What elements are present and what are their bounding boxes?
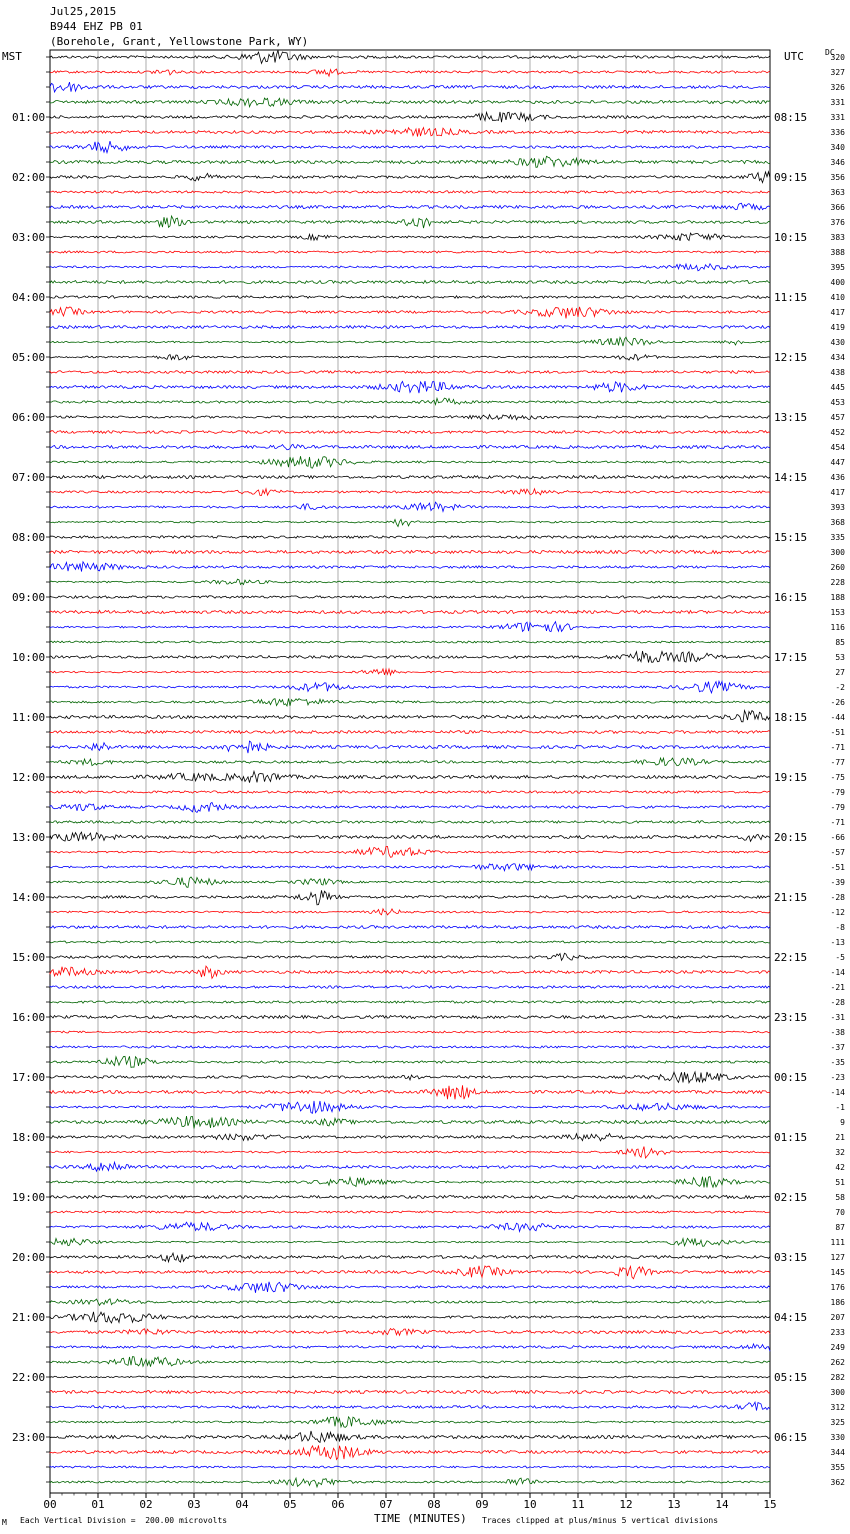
dc-value: 335 bbox=[830, 533, 845, 542]
trace-57 bbox=[50, 890, 770, 905]
dc-value: 331 bbox=[830, 98, 845, 107]
dc-value: 127 bbox=[830, 1253, 845, 1262]
trace-48 bbox=[50, 758, 770, 766]
trace-74 bbox=[50, 1147, 770, 1159]
trace-39 bbox=[50, 622, 770, 632]
left-hour-label: 11:00 bbox=[12, 711, 46, 724]
dc-value: 393 bbox=[830, 503, 845, 512]
dc-value: 87 bbox=[835, 1223, 845, 1232]
trace-49 bbox=[50, 771, 770, 782]
right-hour-label: 18:15 bbox=[774, 711, 808, 724]
right-hour-label: 00:15 bbox=[774, 1071, 808, 1084]
dc-value: 186 bbox=[830, 1298, 845, 1307]
trace-34 bbox=[50, 550, 770, 553]
dc-value: 312 bbox=[830, 1403, 845, 1412]
plot-frame bbox=[50, 50, 770, 1493]
dc-value: 395 bbox=[830, 263, 845, 272]
trace-91 bbox=[50, 1402, 770, 1410]
trace-43 bbox=[50, 681, 770, 693]
left-hour-label: 10:00 bbox=[12, 651, 46, 664]
dc-value: -37 bbox=[830, 1043, 845, 1052]
dc-value: 447 bbox=[830, 458, 845, 467]
trace-51 bbox=[50, 803, 770, 813]
dc-value: 346 bbox=[830, 158, 845, 167]
dc-value: 388 bbox=[830, 248, 845, 257]
trace-45 bbox=[50, 711, 770, 722]
scale-note: Each Vertical Division = 200.00 microvolts bbox=[20, 1516, 228, 1525]
trace-27 bbox=[50, 444, 770, 449]
dc-value: 9 bbox=[840, 1118, 845, 1127]
left-axis-title: MST bbox=[2, 50, 22, 63]
dc-value: 336 bbox=[830, 128, 845, 137]
dc-value: 70 bbox=[835, 1208, 845, 1217]
trace-16 bbox=[50, 281, 770, 284]
trace-3 bbox=[50, 82, 770, 92]
dc-value: 362 bbox=[830, 1478, 845, 1487]
dc-value: 356 bbox=[830, 173, 845, 182]
trace-37 bbox=[50, 596, 770, 598]
dc-value: 331 bbox=[830, 113, 845, 122]
trace-11 bbox=[50, 203, 770, 210]
trace-63 bbox=[50, 986, 770, 989]
trace-85 bbox=[50, 1312, 770, 1323]
trace-76 bbox=[50, 1177, 770, 1188]
dc-value: 188 bbox=[830, 593, 845, 602]
trace-1 bbox=[50, 50, 770, 63]
left-hour-label: 07:00 bbox=[12, 471, 46, 484]
dc-value: 330 bbox=[830, 1433, 845, 1442]
right-hour-label: 15:15 bbox=[774, 531, 808, 544]
dc-value: 233 bbox=[830, 1328, 845, 1337]
right-hour-label: 04:15 bbox=[774, 1311, 808, 1324]
trace-42 bbox=[50, 669, 770, 675]
trace-68 bbox=[50, 1056, 770, 1067]
trace-25 bbox=[50, 415, 770, 420]
dc-value: -13 bbox=[830, 938, 845, 947]
dc-value: 176 bbox=[830, 1283, 845, 1292]
left-hour-label: 23:00 bbox=[12, 1431, 46, 1444]
dc-value: 417 bbox=[830, 488, 845, 497]
trace-64 bbox=[50, 1001, 770, 1003]
dc-value: 51 bbox=[835, 1178, 845, 1187]
trace-26 bbox=[50, 431, 770, 434]
left-hour-label: 18:00 bbox=[12, 1131, 46, 1144]
dc-value: -35 bbox=[830, 1058, 845, 1067]
dc-value: 53 bbox=[835, 653, 845, 662]
trace-15 bbox=[50, 264, 770, 271]
header-location: (Borehole, Grant, Yellowstone Park, WY) bbox=[50, 35, 309, 48]
dc-value: 344 bbox=[830, 1448, 845, 1457]
trace-95 bbox=[50, 1466, 770, 1468]
dc-value: 85 bbox=[835, 638, 845, 647]
dc-value: -51 bbox=[830, 728, 845, 737]
left-hour-label: 22:00 bbox=[12, 1371, 46, 1384]
dc-value: 368 bbox=[830, 518, 845, 527]
right-hour-label: 16:15 bbox=[774, 591, 808, 604]
dc-value: 457 bbox=[830, 413, 845, 422]
trace-50 bbox=[50, 791, 770, 793]
dc-value: 445 bbox=[830, 383, 845, 392]
right-hour-label: 09:15 bbox=[774, 171, 808, 184]
header-date: Jul25,2015 bbox=[50, 5, 117, 18]
right-hour-label: 14:15 bbox=[774, 471, 808, 484]
x-tick-label: 10 bbox=[523, 1498, 537, 1511]
trace-93 bbox=[50, 1431, 770, 1442]
left-hour-label: 05:00 bbox=[12, 351, 46, 364]
x-tick-label: 05 bbox=[283, 1498, 297, 1511]
right-hour-label: 17:15 bbox=[774, 651, 808, 664]
dc-value: 417 bbox=[830, 308, 845, 317]
clip-note: Traces clipped at plus/minus 5 vertical divisions bbox=[482, 1516, 719, 1525]
dc-value: -5 bbox=[835, 953, 845, 962]
x-tick-label: 13 bbox=[667, 1498, 681, 1511]
trace-75 bbox=[50, 1162, 770, 1171]
trace-72 bbox=[50, 1116, 770, 1128]
right-hour-label: 05:15 bbox=[774, 1371, 808, 1384]
trace-92 bbox=[50, 1417, 770, 1428]
x-tick-label: 02 bbox=[139, 1498, 153, 1511]
dc-value: 355 bbox=[830, 1463, 845, 1472]
dc-value: 282 bbox=[830, 1373, 845, 1382]
left-hour-label: 16:00 bbox=[12, 1011, 46, 1024]
dc-value: -66 bbox=[830, 833, 845, 842]
dc-value: -12 bbox=[830, 908, 845, 917]
trace-17 bbox=[50, 296, 770, 298]
dc-value: -79 bbox=[830, 803, 845, 812]
dc-value: -57 bbox=[830, 848, 845, 857]
dc-value: 383 bbox=[830, 233, 845, 242]
right-hour-label: 12:15 bbox=[774, 351, 808, 364]
trace-29 bbox=[50, 476, 770, 479]
trace-73 bbox=[50, 1134, 770, 1141]
trace-82 bbox=[50, 1266, 770, 1279]
trace-10 bbox=[50, 191, 770, 193]
trace-41 bbox=[50, 651, 770, 663]
trace-8 bbox=[50, 156, 770, 167]
dc-value: 21 bbox=[835, 1133, 845, 1142]
trace-6 bbox=[50, 128, 770, 137]
right-hour-label: 11:15 bbox=[774, 291, 808, 304]
trace-60 bbox=[50, 941, 770, 943]
dc-value: 419 bbox=[830, 323, 845, 332]
left-hour-label: 12:00 bbox=[12, 771, 46, 784]
trace-80 bbox=[50, 1238, 770, 1246]
dc-value: -1 bbox=[835, 1103, 845, 1112]
trace-53 bbox=[50, 832, 770, 841]
left-hour-label: 13:00 bbox=[12, 831, 46, 844]
x-tick-label: 11 bbox=[571, 1498, 585, 1511]
dc-value: -28 bbox=[830, 893, 845, 902]
trace-18 bbox=[50, 307, 770, 319]
dc-value: 300 bbox=[830, 548, 845, 557]
trace-77 bbox=[50, 1196, 770, 1199]
trace-52 bbox=[50, 821, 770, 824]
dc-value: -79 bbox=[830, 788, 845, 797]
dc-value: -71 bbox=[830, 818, 845, 827]
dc-value: 340 bbox=[830, 143, 845, 152]
footer-left-mark: M bbox=[2, 1518, 7, 1527]
header-station: B944 EHZ PB 01 bbox=[50, 20, 143, 33]
left-hour-label: 02:00 bbox=[12, 171, 46, 184]
dc-value: 400 bbox=[830, 278, 845, 287]
trace-30 bbox=[50, 489, 770, 496]
trace-58 bbox=[50, 909, 770, 915]
trace-89 bbox=[50, 1376, 770, 1378]
right-hour-label: 03:15 bbox=[774, 1251, 808, 1264]
dc-value: -14 bbox=[830, 968, 845, 977]
trace-79 bbox=[50, 1222, 770, 1231]
trace-94 bbox=[50, 1445, 770, 1459]
dc-value: 42 bbox=[835, 1163, 845, 1172]
trace-7 bbox=[50, 141, 770, 153]
left-hour-label: 03:00 bbox=[12, 231, 46, 244]
left-hour-label: 09:00 bbox=[12, 591, 46, 604]
left-hour-label: 14:00 bbox=[12, 891, 46, 904]
dc-value: 436 bbox=[830, 473, 845, 482]
trace-71 bbox=[50, 1101, 770, 1113]
dc-value: 454 bbox=[830, 443, 845, 452]
trace-4 bbox=[50, 98, 770, 107]
trace-54 bbox=[50, 846, 770, 857]
dc-value: 434 bbox=[830, 353, 845, 362]
dc-value: 207 bbox=[830, 1313, 845, 1322]
trace-44 bbox=[50, 698, 770, 706]
trace-47 bbox=[50, 741, 770, 753]
dc-value: -21 bbox=[830, 983, 845, 992]
x-tick-label: 09 bbox=[475, 1498, 489, 1511]
dc-value: -38 bbox=[830, 1028, 845, 1037]
x-tick-label: 14 bbox=[715, 1498, 729, 1511]
right-hour-label: 10:15 bbox=[774, 231, 808, 244]
trace-35 bbox=[50, 562, 770, 572]
trace-9 bbox=[50, 172, 770, 183]
trace-81 bbox=[50, 1253, 770, 1262]
trace-67 bbox=[50, 1046, 770, 1048]
dc-value: -39 bbox=[830, 878, 845, 887]
trace-62 bbox=[50, 966, 770, 978]
dc-value: 249 bbox=[830, 1343, 845, 1352]
right-hour-label: 13:15 bbox=[774, 411, 808, 424]
left-hour-label: 08:00 bbox=[12, 531, 46, 544]
dc-value: -8 bbox=[835, 923, 845, 932]
left-hour-label: 01:00 bbox=[12, 111, 46, 124]
right-hour-label: 02:15 bbox=[774, 1191, 808, 1204]
trace-84 bbox=[50, 1299, 770, 1306]
dc-value: 376 bbox=[830, 218, 845, 227]
dc-value: 325 bbox=[830, 1418, 845, 1427]
x-tick-label: 07 bbox=[379, 1498, 393, 1511]
trace-66 bbox=[50, 1031, 770, 1033]
dc-value: 145 bbox=[830, 1268, 845, 1277]
right-hour-label: 21:15 bbox=[774, 891, 808, 904]
dc-value: 452 bbox=[830, 428, 845, 437]
trace-31 bbox=[50, 502, 770, 511]
dc-value: 410 bbox=[830, 293, 845, 302]
dc-value: 453 bbox=[830, 398, 845, 407]
dc-value: 262 bbox=[830, 1358, 845, 1367]
right-hour-label: 06:15 bbox=[774, 1431, 808, 1444]
trace-86 bbox=[50, 1329, 770, 1336]
trace-38 bbox=[50, 611, 770, 614]
trace-5 bbox=[50, 112, 770, 122]
trace-20 bbox=[50, 337, 770, 346]
left-hour-label: 21:00 bbox=[12, 1311, 46, 1324]
x-tick-label: 03 bbox=[187, 1498, 201, 1511]
dc-value: 153 bbox=[830, 608, 845, 617]
right-hour-label: 23:15 bbox=[774, 1011, 808, 1024]
left-hour-label: 20:00 bbox=[12, 1251, 46, 1264]
trace-59 bbox=[50, 926, 770, 929]
x-tick-label: 15 bbox=[763, 1498, 777, 1511]
x-axis-label: TIME (MINUTES) bbox=[374, 1512, 467, 1525]
dc-value: -26 bbox=[830, 698, 845, 707]
dc-title: DC bbox=[825, 48, 835, 57]
dc-value: -44 bbox=[830, 713, 845, 722]
right-hour-label: 01:15 bbox=[774, 1131, 808, 1144]
dc-value: 58 bbox=[835, 1193, 845, 1202]
trace-19 bbox=[50, 326, 770, 329]
left-hour-label: 04:00 bbox=[12, 291, 46, 304]
left-hour-label: 19:00 bbox=[12, 1191, 46, 1204]
dc-value: 326 bbox=[830, 83, 845, 92]
trace-13 bbox=[50, 233, 770, 241]
trace-96 bbox=[50, 1478, 770, 1487]
dc-value: -51 bbox=[830, 863, 845, 872]
dc-value: -14 bbox=[830, 1088, 845, 1097]
dc-value: -31 bbox=[830, 1013, 845, 1022]
dc-value: 300 bbox=[830, 1388, 845, 1397]
left-hour-label: 06:00 bbox=[12, 411, 46, 424]
x-tick-label: 08 bbox=[427, 1498, 441, 1511]
x-tick-label: 00 bbox=[43, 1498, 57, 1511]
dc-value: 260 bbox=[830, 563, 845, 572]
dc-value: 111 bbox=[830, 1238, 845, 1247]
right-hour-label: 08:15 bbox=[774, 111, 808, 124]
trace-61 bbox=[50, 953, 770, 960]
trace-33 bbox=[50, 536, 770, 538]
dc-value: 363 bbox=[830, 188, 845, 197]
dc-value: 438 bbox=[830, 368, 845, 377]
trace-88 bbox=[50, 1357, 770, 1367]
trace-56 bbox=[50, 877, 770, 887]
right-axis-title: UTC bbox=[784, 50, 804, 63]
trace-40 bbox=[50, 641, 770, 643]
right-hour-label: 19:15 bbox=[774, 771, 808, 784]
dc-value: 366 bbox=[830, 203, 845, 212]
dc-value: 228 bbox=[830, 578, 845, 587]
trace-70 bbox=[50, 1085, 770, 1099]
dc-value: 327 bbox=[830, 68, 845, 77]
x-tick-label: 12 bbox=[619, 1498, 633, 1511]
left-hour-label: 17:00 bbox=[12, 1071, 46, 1084]
trace-22 bbox=[50, 371, 770, 374]
dc-value: 430 bbox=[830, 338, 845, 347]
dc-value: 320 bbox=[830, 53, 845, 62]
trace-14 bbox=[50, 251, 770, 253]
dc-value: -28 bbox=[830, 998, 845, 1007]
right-hour-label: 22:15 bbox=[774, 951, 808, 964]
dc-value: -71 bbox=[830, 743, 845, 752]
x-tick-label: 01 bbox=[91, 1498, 105, 1511]
x-tick-label: 06 bbox=[331, 1498, 345, 1511]
trace-78 bbox=[50, 1211, 770, 1213]
left-hour-label: 15:00 bbox=[12, 951, 46, 964]
dc-value: -77 bbox=[830, 758, 845, 767]
dc-value: -2 bbox=[835, 683, 845, 692]
trace-90 bbox=[50, 1391, 770, 1394]
trace-36 bbox=[50, 579, 770, 584]
dc-value: 27 bbox=[835, 668, 845, 677]
trace-55 bbox=[50, 864, 770, 871]
trace-65 bbox=[50, 1016, 770, 1019]
dc-value: 32 bbox=[835, 1148, 845, 1157]
trace-23 bbox=[50, 381, 770, 393]
trace-2 bbox=[50, 69, 770, 76]
trace-83 bbox=[50, 1282, 770, 1293]
dc-value: -75 bbox=[830, 773, 845, 782]
trace-21 bbox=[50, 354, 770, 360]
trace-32 bbox=[50, 519, 770, 526]
trace-12 bbox=[50, 216, 770, 228]
trace-69 bbox=[50, 1072, 770, 1083]
trace-87 bbox=[50, 1344, 770, 1351]
x-tick-label: 04 bbox=[235, 1498, 249, 1511]
trace-24 bbox=[50, 398, 770, 405]
right-hour-label: 20:15 bbox=[774, 831, 808, 844]
trace-28 bbox=[50, 456, 770, 468]
dc-value: 116 bbox=[830, 623, 845, 632]
trace-46 bbox=[50, 731, 770, 734]
dc-value: -23 bbox=[830, 1073, 845, 1082]
